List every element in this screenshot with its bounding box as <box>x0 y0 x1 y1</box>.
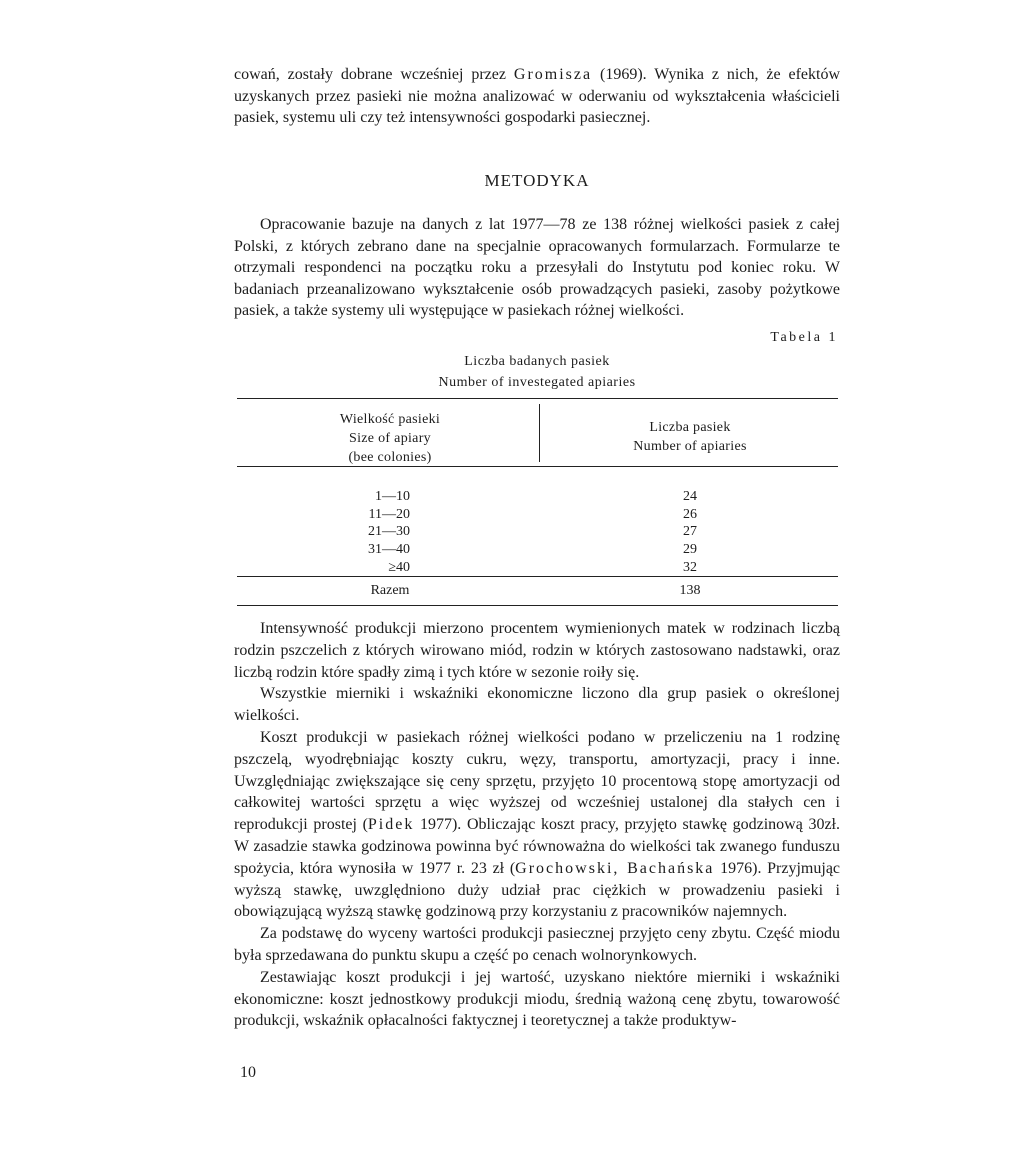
column-header-size <box>300 410 480 467</box>
paragraph-summary: Zestawiając koszt produkcji i jej wartość, uzyskano niektóre mierniki i wskaźniki ekonomiczne: koszt jednostkowy produkcji miodu, średnią ważoną cenę zbytu, towarowość produkcji, wskaźnik opłacalności faktycznej i teoretycznej a także produktyw- <box>234 968 840 1030</box>
methods-paragraph: Opracowanie bazuje na danych z lat 1977—78 ze 138 różnej wielkości pasiek z całej Polski, z których zebrano dane na specjalnie opracowanych formularzach. Formularze te otrzymali respondenci na początku roku a przesyłali do Instytutu pod koniec roku. W badaniach przeanalizowano wykształcenie osób prowadzących pasieki, zasoby pożytkowe pasiek, a także systemy uli występujące w pasiekach różnej wielkości. <box>234 216 840 319</box>
table-caption-en: Number of investegated apiaries <box>438 375 636 390</box>
table-top-rule <box>237 398 838 399</box>
intro-text-1: cowań, zostały dobrane wcześniej przez <box>234 66 514 83</box>
author-citation: Gromisza <box>513 66 593 83</box>
total-value: 138 <box>679 583 701 598</box>
table-total-rule <box>237 576 838 577</box>
cost-text-2: 1977). Obliczając koszt pracy, przyjęto stawkę godzinową 30zł. W zasadzie stawka godzinowa powinna być równoważna do wielkości tak zwanego funduszu spożycia, która wynosiła w 1977 r. 23 zł ( <box>234 816 840 877</box>
cost-text-3: 1976). Przyjmując wyższą stawkę, uwzględniono duży udział prac ciężkich w prowadzeniu pasieki i obowiązującą wyższą stawkę godzinową przy korzystaniu z pracowników najemnych. <box>234 859 841 921</box>
count-column <box>640 488 740 576</box>
table-caption-pl: Liczba badanych pasiek <box>464 354 610 369</box>
paragraph-cost <box>234 727 840 923</box>
header-size-en: Size of apiary <box>349 431 431 446</box>
table-cell-count: 24 <box>683 489 697 504</box>
table-cell-size: 21—30 <box>368 524 410 540</box>
table-cell-size: ≥40 <box>388 559 410 575</box>
header-size-unit: (bee colonies) <box>348 450 432 465</box>
table-cell-count: 29 <box>683 542 697 558</box>
intro-text-2: (1969). Wynika z nich, że efektów uzyskanych przez pasieki nie można analizować w oderwaniu od wykształcenia właścicieli pasiek, systemu uli czy też intensywności gospodarki pasiecznej. <box>234 66 841 126</box>
table-cell-size: 11—20 <box>368 506 410 522</box>
table-bottom-rule <box>237 605 838 606</box>
table-cell-size: 1—10 <box>375 489 410 504</box>
table-header-divider <box>539 404 540 462</box>
citation-pidek: Pidek <box>367 816 415 834</box>
citation-grochowski: Grochowski, Bachańska <box>515 859 715 877</box>
cost-text-1: Koszt produkcji w pasiekach różnej wielkości podano w przeliczeniu na 1 rodzinę pszczelą, wyodrębniając koszty cukru, węzy, transportu, amortyzacji, pracy i inne. Uwzględniając zwiększające się ceny sprzętu, przyjęto 10 procentową stopę amortyzacji od całkowitej wartości sprzętu a więc wyższej od wcześniej ustalonej dla stałych cen i reprodukcji prostej ( <box>234 728 840 834</box>
column-header-count <box>600 418 780 456</box>
header-count-en: Number of apiaries <box>633 439 747 454</box>
section-heading: METODYKA <box>484 171 590 190</box>
header-size-pl: Wielkość pasieki <box>339 412 441 427</box>
table-number: Tabela 1 <box>770 330 838 345</box>
page-number: 10 <box>240 1064 256 1081</box>
methods-section <box>234 214 840 322</box>
table-cell-count: 26 <box>683 506 697 522</box>
paragraph-prices: Za podstawę do wyceny wartości produkcji pasiecznej przyjęto ceny zbytu. Część miodu była sprzedawana do punktu skupu a część po cenach wolnorynkowych. <box>234 925 840 964</box>
paragraph-intensity: Intensywność produkcji mierzono procentem wymienionych matek w rodzinach liczbą rodzin pszczelich z których wirowano miód, rodzin w których zastosowano nadstawki, oraz liczbą rodzin które spadły zimą i tych które w sezonie roiły się. <box>234 620 840 681</box>
total-label: Razem <box>370 583 410 598</box>
size-column <box>320 488 420 576</box>
header-count-pl: Liczba pasiek <box>649 420 731 435</box>
table-header-rule <box>237 466 838 467</box>
table-cell-count: 27 <box>683 524 697 540</box>
table-cell-size: 31—40 <box>368 542 410 558</box>
paragraph-indicators: Wszystkie mierniki i wskaźniki ekonomiczne liczono dla grup pasiek o określonej wielkości. <box>234 685 840 725</box>
intro-paragraph <box>234 64 840 129</box>
body-text <box>234 618 840 1032</box>
table-cell-count: 32 <box>683 559 697 575</box>
table-caption <box>234 351 840 393</box>
